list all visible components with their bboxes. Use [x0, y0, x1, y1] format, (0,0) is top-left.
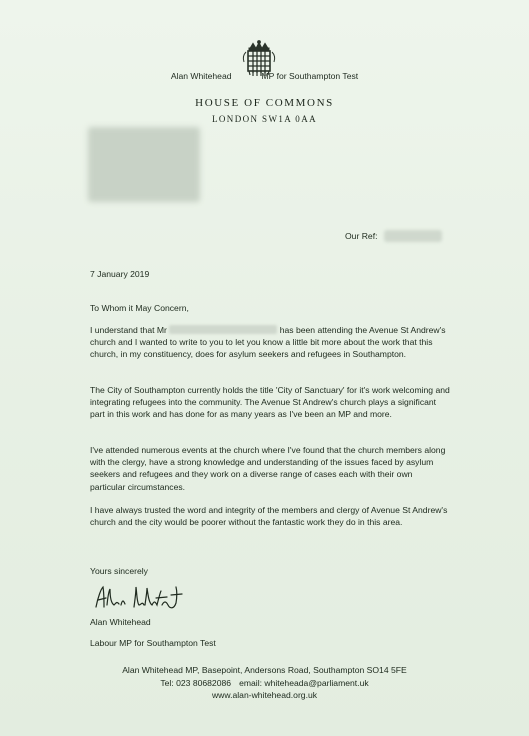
house-of-commons-address: LONDON SW1A 0AA [212, 114, 317, 124]
letterhead-mp-line [0, 71, 529, 81]
house-of-commons-heading: HOUSE OF COMMONS [195, 97, 334, 109]
footer-contact [0, 677, 529, 690]
letter-footer [0, 664, 529, 702]
p1-before: I understand that Mr [90, 325, 167, 335]
body-paragraph-4: I have always trusted the word and integrity of the members and clergy of Avenue St Andrew's church and the city would be poorer without the fantastic work they do in this area. [90, 505, 448, 528]
footer-website[interactable]: www.alan-whitehead.org.uk [211, 690, 318, 701]
body-paragraph-2: The City of Southampton currently holds the title 'City of Sanctuary' for it's work welcoming and integrating refugees into the community. The Avenue St Andrew's church plays a significant part in this work and has done for as many years as I've been an MP and more. [90, 385, 450, 420]
footer-tel: Tel: 023 80682086 [160, 677, 232, 688]
redacted-reference [384, 230, 442, 242]
letter-greeting: To Whom it May Concern, [90, 303, 189, 313]
p1-after: has been attending the Avenue St Andrew's church and I wanted to write to you to let you know a little bit more about the work that this church, in my constituency, does for asylum seekers and refugees in Southampton. [90, 325, 446, 360]
signatory-name: Alan Whitehead [90, 617, 151, 627]
letterhead-mp-suffix: MP for Southampton Test [261, 71, 359, 81]
signatory-title: Labour MP for Southampton Test [90, 638, 216, 648]
redacted-name [169, 325, 277, 334]
letter-date: 7 January 2019 [90, 269, 150, 279]
footer-address: Alan Whitehead MP, Basepoint, Andersons Road, Southampton SO14 5FE [122, 665, 407, 675]
body-paragraph-1 [90, 324, 450, 361]
our-ref-label: Our Ref: [345, 231, 378, 241]
handwritten-signature [92, 583, 187, 613]
letterhead-mp-name: Alan Whitehead [170, 71, 232, 81]
body-paragraph-3: I've attended numerous events at the church where I've found that the church members along with the clergy, have a strong knowledge and understanding of the issues faced by asylum seekers and refugees and they work on a diverse range of cases each with their own particular circumstances. [90, 445, 446, 492]
footer-email[interactable]: email: whiteheada@parliament.uk [239, 677, 369, 688]
redacted-recipient-address [88, 127, 200, 202]
letter-closing: Yours sincerely [90, 566, 148, 576]
